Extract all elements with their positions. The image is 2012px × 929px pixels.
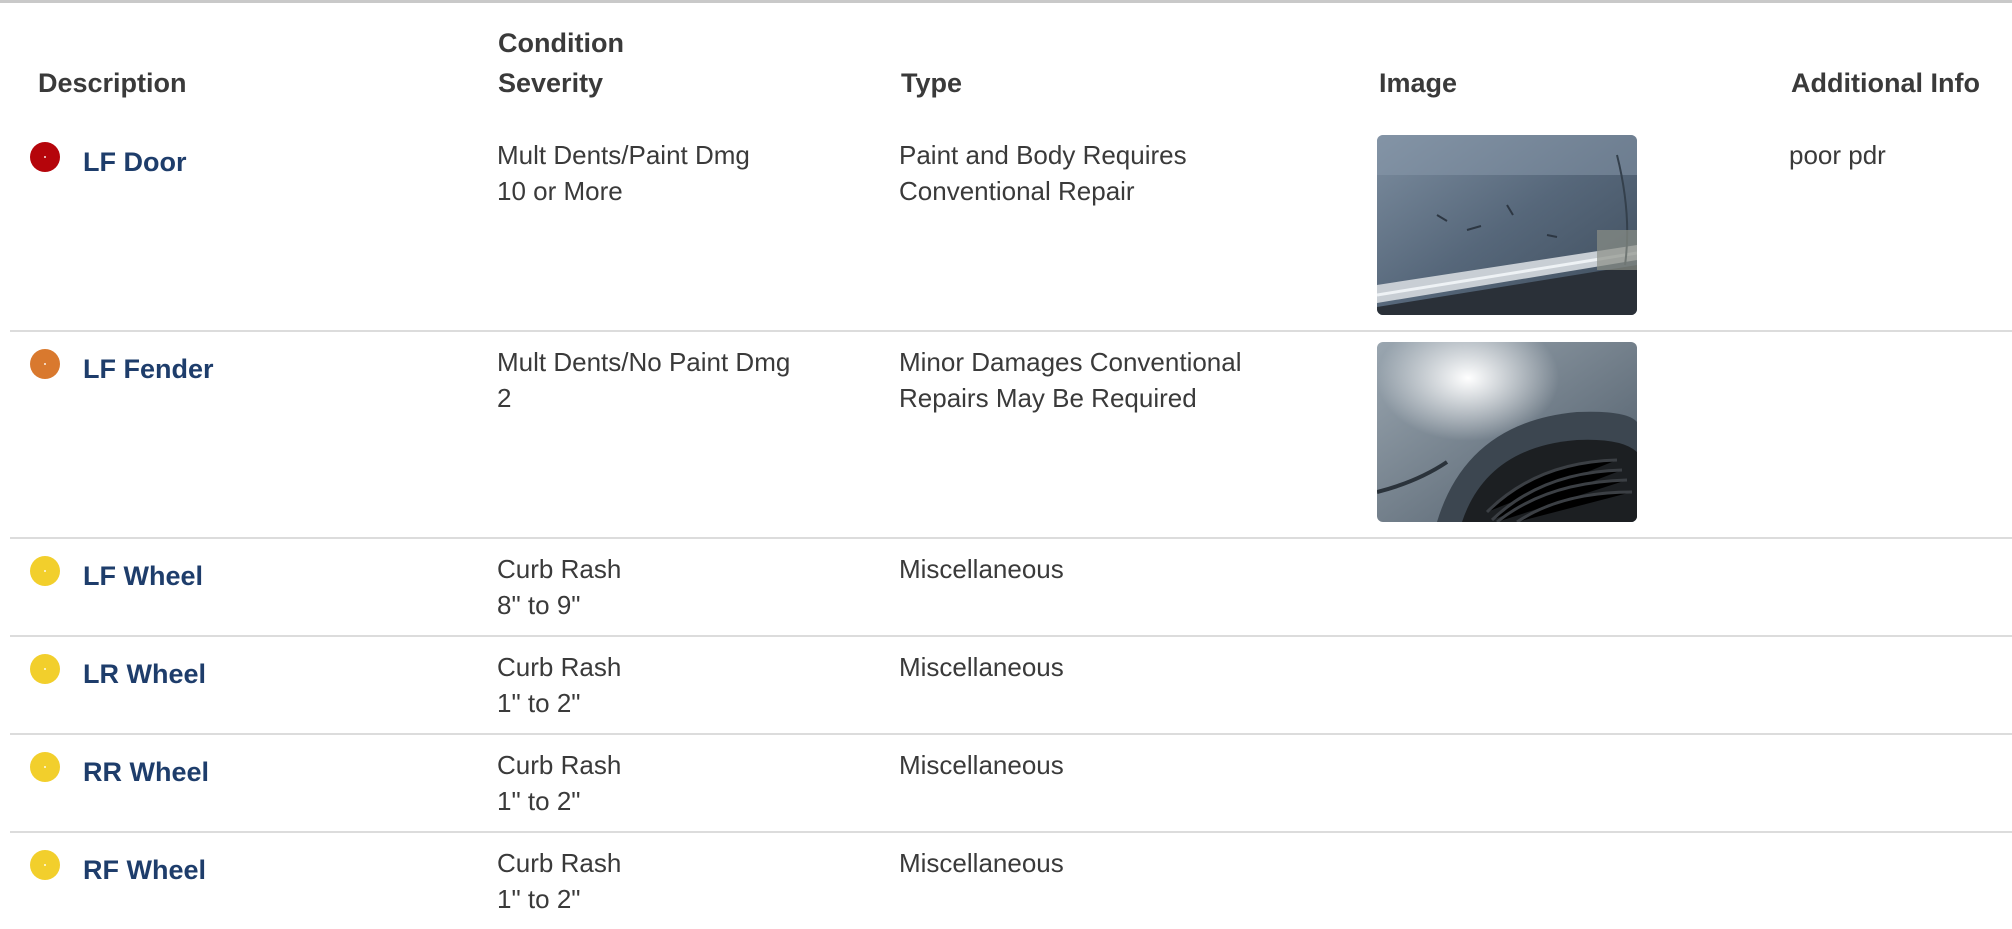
severity-text: 10 or More: [497, 176, 623, 206]
condition-text: Curb Rash: [497, 652, 622, 682]
car-fender-photo-icon: [1377, 342, 1637, 522]
header-severity: Severity: [498, 68, 604, 98]
severity-indicator-icon: [30, 654, 60, 684]
severity-indicator-icon: [30, 850, 60, 880]
condition-text: Curb Rash: [497, 750, 622, 780]
type-line: Repairs May Be Required: [899, 383, 1197, 413]
description-link[interactable]: LF Fender: [83, 354, 214, 384]
header-additional-info: Additional Info: [1791, 68, 1980, 98]
type-line: Conventional Repair: [899, 176, 1135, 206]
type-cell: [899, 551, 1319, 587]
type-cell: [899, 344, 1319, 416]
condition-cell: [497, 747, 621, 819]
severity-text: 1" to 2": [497, 884, 581, 914]
type-cell: [899, 845, 1319, 881]
severity-indicator-icon: [30, 556, 60, 586]
damage-photo-thumbnail[interactable]: [1377, 135, 1637, 315]
condition-text: Mult Dents/No Paint Dmg: [497, 347, 791, 377]
description-link[interactable]: RF Wheel: [83, 855, 207, 885]
type-line: Miscellaneous: [899, 848, 1064, 878]
type-line: Miscellaneous: [899, 750, 1064, 780]
type-line: Paint and Body Requires: [899, 140, 1187, 170]
severity-text: 2: [497, 383, 512, 413]
condition-text: Curb Rash: [497, 848, 622, 878]
severity-indicator-icon: [30, 349, 60, 379]
type-line: Minor Damages Conventional: [899, 347, 1242, 377]
table-row: [10, 332, 2012, 539]
type-cell: [899, 137, 1319, 209]
condition-cell: [497, 649, 621, 721]
header-image: Image: [1379, 68, 1458, 98]
car-door-photo-icon: [1377, 135, 1637, 315]
table-row: [10, 125, 2012, 332]
header-description: Description: [38, 68, 187, 98]
description-link[interactable]: LF Wheel: [83, 561, 203, 591]
header-type: Type: [901, 68, 963, 98]
table-header: [10, 3, 2012, 125]
severity-indicator-icon: [30, 142, 60, 172]
severity-text: 8" to 9": [497, 590, 581, 620]
additional-info-text: poor pdr: [1789, 140, 1886, 170]
damage-table: [10, 3, 2012, 929]
table-row: [10, 637, 2012, 735]
header-condition: Condition: [498, 28, 624, 58]
condition-cell: [497, 551, 621, 623]
severity-text: 1" to 2": [497, 688, 581, 718]
damage-photo-thumbnail[interactable]: [1377, 342, 1637, 522]
condition-text: Curb Rash: [497, 554, 622, 584]
description-link[interactable]: RR Wheel: [83, 757, 210, 787]
type-cell: [899, 649, 1319, 685]
type-line: Miscellaneous: [899, 652, 1064, 682]
severity-text: 1" to 2": [497, 786, 581, 816]
table-row: [10, 735, 2012, 833]
type-line: Miscellaneous: [899, 554, 1064, 584]
type-cell: [899, 747, 1319, 783]
condition-cell: [497, 845, 621, 917]
table-row: [10, 833, 2012, 929]
header-condition-severity: [498, 23, 624, 103]
severity-indicator-icon: [30, 752, 60, 782]
condition-text: Mult Dents/Paint Dmg: [497, 140, 750, 170]
table-row: [10, 539, 2012, 637]
condition-cell: [497, 137, 750, 209]
description-link[interactable]: LR Wheel: [83, 659, 207, 689]
description-link[interactable]: LF Door: [83, 147, 187, 177]
condition-cell: [497, 344, 790, 416]
